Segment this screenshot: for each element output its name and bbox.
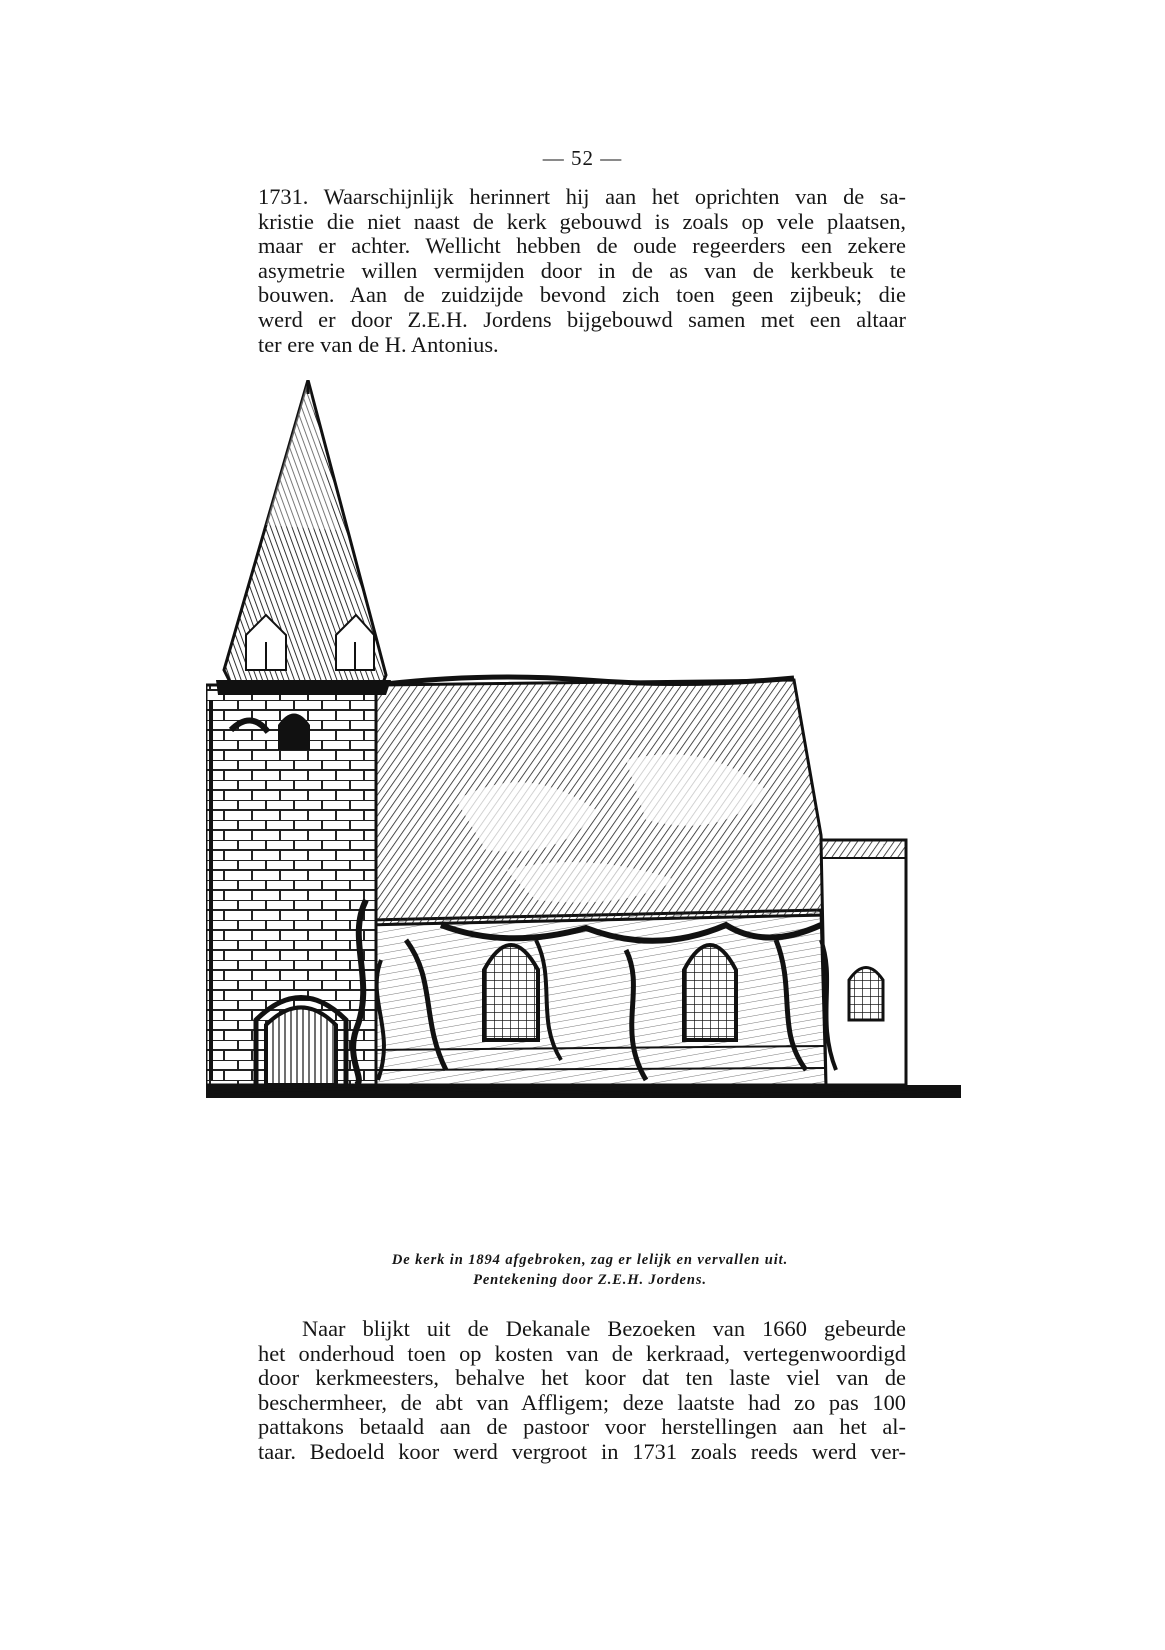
text-line: beschermheer, de abt van Affligem; deze laatste had zo pas 100 [258, 1389, 906, 1415]
text-line: 1731. Waarschijnlijk herinnert hij aan het oprichten van de sa- [258, 184, 906, 209]
church-tower [206, 685, 376, 1085]
text-line: kristie die niet naast de kerk gebouwd is zoals op vele plaatsen, [258, 208, 906, 234]
text-line: door kerkmeesters, behalve het koor dat ten laste viel van de [258, 1365, 906, 1391]
text-line: asymetrie willen vermijden door in de as van de kerkbeuk te [258, 257, 906, 283]
figure-caption-line-1: De kerk in 1894 afgebroken, zag er lelijk en vervallen uit. [391, 1252, 789, 1268]
church-spire [216, 380, 391, 695]
text-line: ter ere van de H. Antonius. [258, 331, 499, 357]
church-drawing [206, 380, 961, 1240]
text-line: pattakons betaald aan de pastoor voor herstellingen aan het al- [258, 1414, 906, 1440]
text-line: Naar blijkt uit de Dekanale Bezoeken van 1660 gebeurde [302, 1316, 906, 1341]
choir-building [821, 840, 906, 1085]
figure-caption-line-2: Pentekening door Z.E.H. Jordens. [473, 1272, 707, 1288]
page-number: — 52 — [542, 146, 623, 170]
bottom-paragraph [258, 1317, 906, 1465]
text-line: bouwen. Aan de zuidzijde bevond zich toen geen zijbeuk; die [258, 282, 906, 308]
nave-roof [366, 677, 826, 925]
text-line: taar. Bedoeld koor werd vergroot in 1731 zoals reeds werd ver- [258, 1438, 906, 1464]
text-line: werd er door Z.E.H. Jordens bijgebouwd samen met een altaar [258, 306, 906, 332]
top-paragraph [258, 185, 906, 357]
nave-window-right [684, 945, 736, 1040]
nave-window-left [484, 945, 538, 1040]
nave-wall [368, 910, 826, 1085]
text-line: maar er achter. Wellicht hebben de oude regeerders een zekere [258, 233, 906, 259]
text-line: het onderhoud toen op kosten van de kerkraad, vertegenwoordigd [258, 1340, 906, 1366]
